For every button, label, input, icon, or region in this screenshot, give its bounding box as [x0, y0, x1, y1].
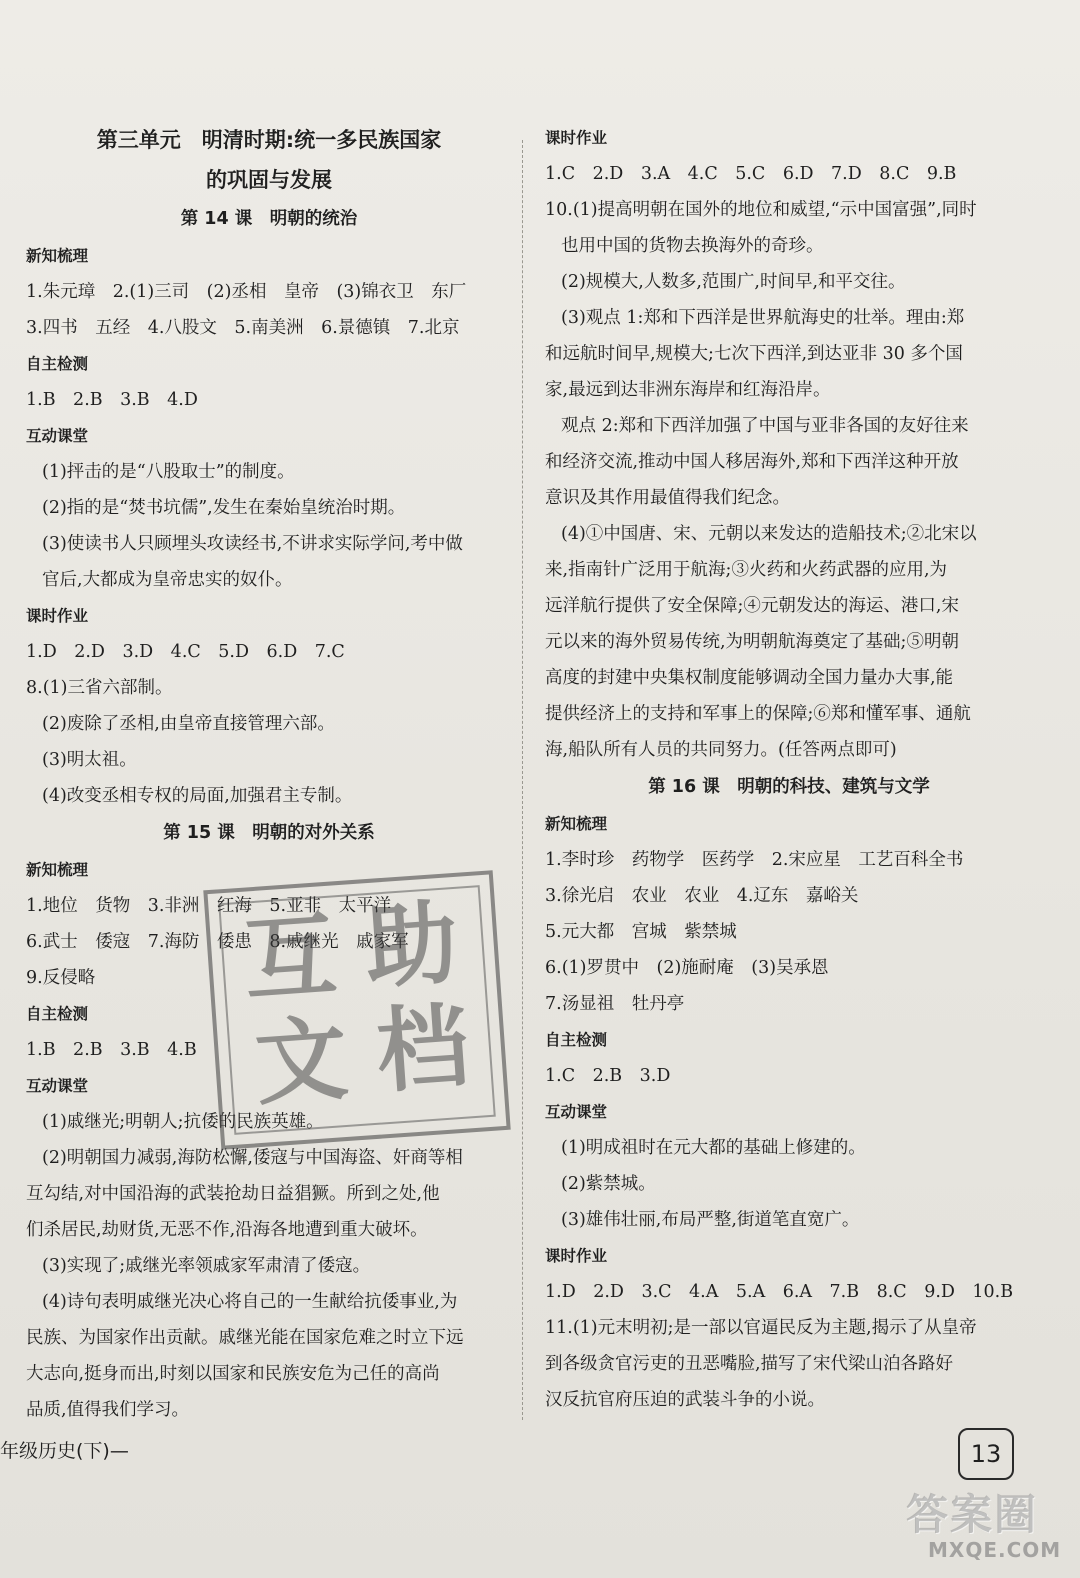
section-label: 自主检测 — [545, 1031, 608, 1049]
stamp-char: 助 — [362, 888, 462, 1003]
answer-line: 11.(1)元末明初;是一部以官逼民反为主题,揭示了从皇帝 — [545, 1318, 977, 1338]
answer-line: 和经济交流,推动中国人移居海外,郑和下西洋这种开放 — [545, 452, 959, 472]
answer-line: (2)紫禁城。 — [561, 1174, 656, 1194]
answer-line: 家,最远到达非洲东海岸和红海沿岸。 — [545, 380, 831, 400]
answer-line: 也用中国的货物去换海外的奇珍。 — [561, 236, 824, 256]
book-label: 年级历史(下)— — [0, 1440, 129, 1462]
answer-line: 海,船队所有人员的共同努力。(任答两点即可) — [545, 740, 897, 760]
answer-line: 民族、为国家作出贡献。戚继光能在国家危难之时立下远 — [26, 1328, 464, 1348]
section-label: 自主检测 — [26, 355, 89, 373]
answer-line: 1.地位 货物 3.非洲 红海 5.亚非 太平洋 — [26, 896, 392, 916]
page-number: 13 — [958, 1428, 1014, 1480]
answer-line: (2)废除了丞相,由皇帝直接管理六部。 — [42, 714, 335, 734]
lesson-16-title: 第 16 课 明朝的科技、建筑与文学 — [648, 777, 930, 797]
right-column — [545, 120, 1033, 1418]
answer-line: 官后,大都成为皇帝忠实的奴仆。 — [42, 570, 293, 590]
answer-line: (2)规模大,人数多,范围广,时间早,和平交往。 — [561, 272, 906, 292]
answer-line: (4)改变丞相专权的局面,加强君主专制。 — [42, 786, 353, 806]
answer-line: (1)抨击的是“八股取士”的制度。 — [42, 462, 295, 482]
section-label: 互动课堂 — [26, 427, 89, 445]
answer-line: 观点 2:郑和下西洋加强了中国与亚非各国的友好往来 — [561, 416, 969, 436]
section-label: 互动课堂 — [545, 1103, 608, 1121]
answer-line: 1.B 2.B 3.B 4.B — [26, 1040, 197, 1060]
lesson-15-title: 第 15 课 明朝的对外关系 — [163, 823, 375, 843]
answer-line: (4)①中国唐、宋、元朝以来发达的造船技术;②北宋以 — [561, 524, 977, 544]
section-label: 课时作业 — [545, 1247, 608, 1265]
answer-line: 10.(1)提高明朝在国外的地位和威望,“示中国富强”,同时 — [545, 200, 977, 220]
answer-line: (4)诗句表明戚继光决心将自己的一生献给抗倭事业,为 — [42, 1292, 458, 1312]
answer-line: (3)使读书人只顾埋头攻读经书,不讲求实际学问,考中做 — [42, 534, 463, 554]
section-label: 新知梳理 — [26, 247, 89, 265]
lesson-14-title: 第 14 课 明朝的统治 — [180, 209, 358, 229]
answer-line: 来,指南针广泛用于航海;③火药和火药武器的应用,为 — [545, 560, 948, 580]
answer-line: (2)指的是“焚书坑儒”,发生在秦始皇统治时期。 — [42, 498, 406, 518]
answer-line: 1.C 2.B 3.D — [545, 1066, 671, 1086]
stamp-char: 档 — [373, 992, 473, 1106]
answer-line: 1.D 2.D 3.D 4.C 5.D 6.D 7.C — [26, 642, 345, 662]
section-label: 自主检测 — [26, 1005, 89, 1023]
section-label: 互动课堂 — [26, 1077, 89, 1095]
answer-line: 互勾结,对中国沿海的武装抢劫日益猖獗。所到之处,他 — [26, 1184, 440, 1204]
answer-line: 1.D 2.D 3.C 4.A 5.A 6.A 7.B 8.C 9.D 10.B — [545, 1282, 1014, 1302]
answer-line: 3.四书 五经 4.八股文 5.南美洲 6.景德镇 7.北京 — [26, 318, 460, 338]
stamp-char: 文 — [251, 1004, 352, 1119]
answer-line: 和远航时间早,规模大;七次下西洋,到达亚非 30 多个国 — [545, 344, 963, 364]
answer-line: (2)明朝国力减弱,海防松懈,倭寇与中国海盗、奸商等相 — [42, 1148, 463, 1168]
answer-line: (3)雄伟壮丽,布局严整,街道笔直宽广。 — [561, 1210, 860, 1230]
unit-title-line-2: 的巩固与发展 — [206, 168, 332, 192]
answer-line: (1)戚继光;明朝人;抗倭的民族英雄。 — [42, 1112, 324, 1132]
section-label: 新知梳理 — [545, 815, 608, 833]
watermark-url: MXQE.COM — [928, 1538, 1062, 1562]
answer-line: 1.朱元璋 2.(1)三司 (2)丞相 皇帝 (3)锦衣卫 东厂 — [26, 282, 467, 302]
answer-line: 1.B 2.B 3.B 4.D — [26, 390, 198, 410]
watermark-logo: 答案圈 — [906, 1490, 1039, 1539]
answer-line: 1.李时珍 药物学 医药学 2.宋应星 工艺百科全书 — [545, 850, 964, 870]
answer-line: 意识及其作用最值得我们纪念。 — [545, 488, 790, 508]
answer-line: 1.C 2.D 3.A 4.C 5.C 6.D 7.D 8.C 9.B — [545, 164, 957, 184]
answer-line: (3)观点 1:郑和下西洋是世界航海史的壮举。理由:郑 — [561, 308, 965, 328]
answer-line: 5.元大都 宫城 紫禁城 — [545, 922, 737, 942]
answer-line: 元以来的海外贸易传统,为明朝航海奠定了基础;⑤明朝 — [545, 632, 959, 652]
unit-title-line-1: 第三单元 明清时期:统一多民族国家 — [96, 128, 442, 152]
answer-line: (3)实现了;戚继光率领戚家军肃清了倭寇。 — [42, 1256, 371, 1276]
answer-line: 汉反抗官府压迫的武装斗争的小说。 — [545, 1390, 825, 1410]
answer-line: 提供经济上的支持和军事上的保障;⑥郑和懂军事、通航 — [545, 704, 971, 724]
answer-line: 远洋航行提供了安全保障;④元朝发达的海运、港口,宋 — [545, 596, 959, 616]
answer-line: 8.(1)三省六部制。 — [26, 678, 173, 698]
answer-line: 3.徐光启 农业 农业 4.辽东 嘉峪关 — [545, 886, 859, 906]
answer-line: 到各级贪官污吏的丑恶嘴脸,描写了宋代梁山泊各路好 — [545, 1354, 954, 1374]
answer-line: 6.(1)罗贯中 (2)施耐庵 (3)吴承恩 — [545, 958, 829, 978]
answer-line: 高度的封建中央集权制度能够调动全国力量办大事,能 — [545, 668, 954, 688]
answer-line: 们杀居民,劫财货,无恶不作,沿海各地遭到重大破坏。 — [26, 1220, 428, 1240]
watermark — [898, 1482, 1078, 1576]
answer-line: 品质,值得我们学习。 — [26, 1400, 190, 1420]
answer-line: (1)明成祖时在元大都的基础上修建的。 — [561, 1138, 866, 1158]
stamp-char: 互 — [240, 901, 340, 1015]
answer-line: 6.武士 倭寇 7.海防 倭患 8.戚继光 戚家军 — [26, 932, 409, 952]
section-label: 课时作业 — [26, 607, 89, 625]
section-label: 课时作业 — [545, 129, 608, 147]
column-divider — [522, 140, 523, 1420]
stamp-seal — [203, 870, 510, 1150]
answer-line: 7.汤显祖 牡丹亭 — [545, 994, 685, 1014]
left-column — [26, 120, 512, 1428]
answer-line: (3)明太祖。 — [42, 750, 137, 770]
answer-line: 9.反侵略 — [26, 968, 96, 988]
answer-line: 大志向,挺身而出,时刻以国家和民族安危为己任的高尚 — [26, 1364, 440, 1384]
section-label: 新知梳理 — [26, 861, 89, 879]
